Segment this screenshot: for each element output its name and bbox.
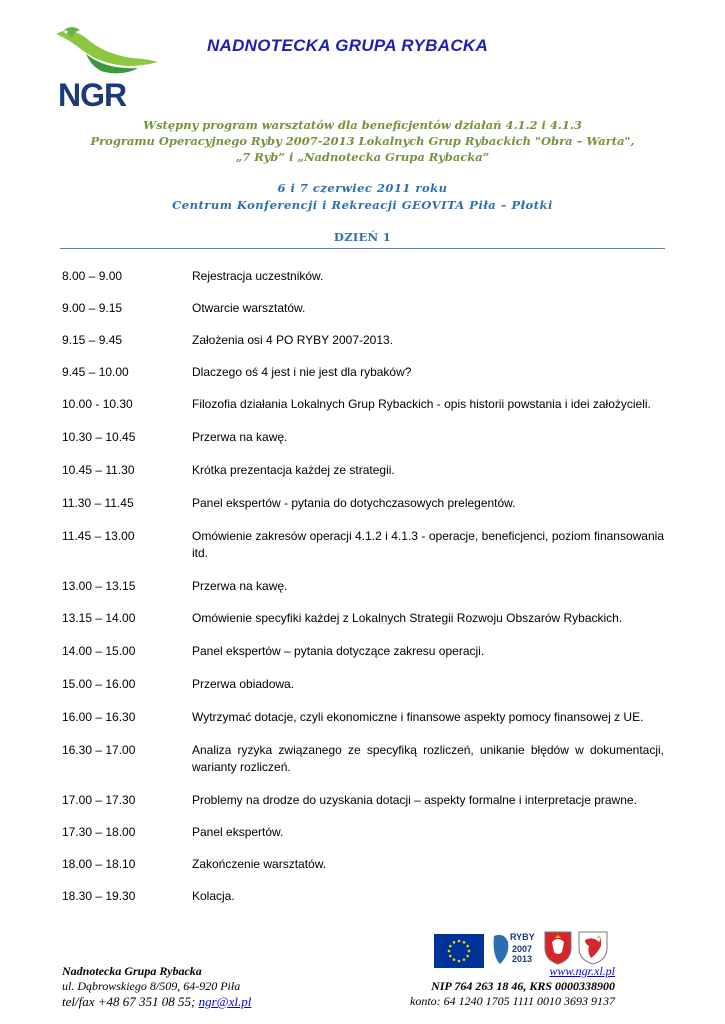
event-info <box>60 180 665 214</box>
footer-company <box>380 964 615 1009</box>
schedule-row <box>62 268 664 285</box>
schedule-description: Filozofia działania Lokalnych Grup Rybackich - opis historii powstania i idei założycieli. <box>192 397 651 411</box>
schedule-row <box>62 824 664 841</box>
program-line: „7 Ryb” i „Nadnotecka Grupa Rybacka” <box>235 150 490 164</box>
schedule-description: Dlaczego oś 4 jest i nie jest dla rybaków? <box>192 365 412 379</box>
ryby-logo-text: RYBY <box>510 932 535 942</box>
schedule-time: 15.00 – 16.00 <box>62 677 136 691</box>
schedule-row <box>62 610 664 627</box>
schedule-description: Rejestracja uczestników. <box>192 269 324 283</box>
eu-star <box>453 958 456 961</box>
program-line: Wstępny program warsztatów dla beneficjentów działań 4.1.2 i 4.1.3 <box>143 118 582 132</box>
schedule-description: Panel ekspertów. <box>192 825 284 839</box>
schedule-time: 14.00 – 15.00 <box>62 644 136 658</box>
schedule-row <box>62 643 664 660</box>
divider <box>60 248 665 249</box>
schedule-time: 17.00 – 17.30 <box>62 793 136 807</box>
schedule-time: 11.30 – 11.45 <box>62 496 134 510</box>
eu-star <box>466 955 469 958</box>
schedule-description: Założenia osi 4 PO RYBY 2007-2013. <box>192 333 394 347</box>
schedule-time: 17.30 – 18.00 <box>62 825 136 839</box>
schedule-description: Panel ekspertów – pytania dotyczące zakresu operacji. <box>192 644 485 658</box>
eu-star <box>449 955 452 958</box>
fish-icon <box>56 27 158 73</box>
footer-contact <box>62 964 322 1009</box>
schedule-time: 18.30 – 19.30 <box>62 889 136 903</box>
footer-account: konto: 64 1240 1705 1111 0010 3693 9137 <box>410 994 615 1008</box>
schedule-row <box>62 888 664 905</box>
schedule-time: 9.45 – 10.00 <box>62 365 129 379</box>
eu-star <box>449 945 452 948</box>
schedule-row <box>62 742 664 776</box>
schedule-description: Krótka prezentacja każdej ze strategii. <box>192 463 395 477</box>
eu-star <box>463 958 466 961</box>
schedule-row <box>62 495 664 512</box>
schedule-row <box>62 792 664 809</box>
program-line: Programu Operacyjnego Ryby 2007-2013 Lokalnych Grup Rybackich "Obra – Warta", <box>90 134 635 148</box>
schedule-description: Przerwa obiadowa. <box>192 677 295 691</box>
schedule-row <box>62 429 664 446</box>
organization-title: NADNOTECKA GRUPA RYBACKA <box>206 36 489 55</box>
ryby-year-end: 2013 <box>512 954 533 964</box>
schedule-row <box>62 578 664 595</box>
schedule-time: 8.00 – 9.00 <box>62 269 123 283</box>
footer-address: ul. Dąbrowskiego 8/509, 64-920 Piła <box>62 979 241 993</box>
schedule-time: 10.00 - 10.30 <box>62 397 133 411</box>
schedule-row <box>62 332 664 349</box>
schedule-time: 16.00 – 16.30 <box>62 710 136 724</box>
schedule-description: Panel ekspertów - pytania do dotychczasowych prelegentów. <box>192 496 516 510</box>
schedule-description: Kolacja. <box>192 889 235 903</box>
eu-star <box>453 941 456 944</box>
ngr-logo <box>52 24 162 112</box>
schedule-time: 9.00 – 9.15 <box>62 301 123 315</box>
schedule-row <box>62 676 664 693</box>
schedule-row <box>62 856 664 873</box>
schedule-row <box>62 300 664 317</box>
schedule-description: Omówienie specyfiki każdej z Lokalnych Strategii Rozwoju Obszarów Rybackich. <box>192 611 623 625</box>
eu-star <box>463 941 466 944</box>
schedule-row <box>62 462 664 479</box>
zachodniopomorskie-crest-icon <box>577 930 609 966</box>
schedule-time: 10.45 – 11.30 <box>62 463 135 477</box>
schedule-description: Omówienie zakresów operacji 4.1.2 i 4.1.3 - operacje, beneficjenci, poziom finansowania itd. <box>192 529 664 560</box>
eu-star <box>458 960 461 963</box>
footer-phone-line <box>62 994 322 1009</box>
event-venue: Centrum Konferencji i Rekreacji GEOVITA Piła – Płotki <box>172 198 553 212</box>
eu-star <box>458 940 461 943</box>
footer-email-link[interactable]: ngr@xl.pl <box>198 994 252 1009</box>
schedule-time: 11.45 – 13.00 <box>62 529 135 543</box>
logo-text: NGR <box>58 77 127 112</box>
eu-flag-icon <box>434 934 484 968</box>
schedule-description: Przerwa na kawę. <box>192 579 288 593</box>
event-date: 6 i 7 czerwiec 2011 roku <box>277 181 448 195</box>
schedule-time: 13.15 – 14.00 <box>62 611 136 625</box>
schedule-time: 9.15 – 9.45 <box>62 333 123 347</box>
program-title <box>60 117 665 165</box>
schedule-time: 16.30 – 17.00 <box>62 743 136 757</box>
schedule-time: 13.00 – 13.15 <box>62 579 136 593</box>
eu-star <box>468 950 471 953</box>
footer-nip: NIP 764 263 18 46, KRS 0000338900 <box>431 979 615 993</box>
schedule-description: Przerwa na kawę. <box>192 430 288 444</box>
eu-star <box>448 950 451 953</box>
schedule-description: Analiza ryzyka związanego ze specyfiką rozliczeń, unikanie błędów w dokumentacji, warianty rozliczeń. <box>192 743 664 774</box>
schedule-row <box>62 528 664 562</box>
schedule-time: 10.30 – 10.45 <box>62 430 136 444</box>
schedule-description: Problemy na drodze do uzyskania dotacji – aspekty formalne i interpretacje prawne. <box>192 793 637 807</box>
schedule-row <box>62 709 664 726</box>
schedule-row <box>62 364 664 381</box>
schedule-description: Otwarcie warsztatów. <box>192 301 306 315</box>
eu-star <box>466 945 469 948</box>
day-heading: DZIEŃ 1 <box>333 230 392 244</box>
schedule-description: Wytrzymać dotacje, czyli ekonomiczne i finansowe aspekty pomocy finansowej z UE. <box>192 710 644 724</box>
footer-website-link[interactable]: www.ngr.xl.pl <box>549 964 615 978</box>
footer-phone: tel/fax +48 67 351 08 55; <box>62 994 199 1009</box>
wielkopolska-crest-icon <box>543 930 573 966</box>
schedule-description: Zakończenie warsztatów. <box>192 857 327 871</box>
ryby-year-start: 2007 <box>512 944 533 954</box>
footer-org-name: Nadnotecka Grupa Rybacka <box>62 964 202 978</box>
schedule-row <box>62 396 664 413</box>
schedule-time: 18.00 – 18.10 <box>62 857 136 871</box>
